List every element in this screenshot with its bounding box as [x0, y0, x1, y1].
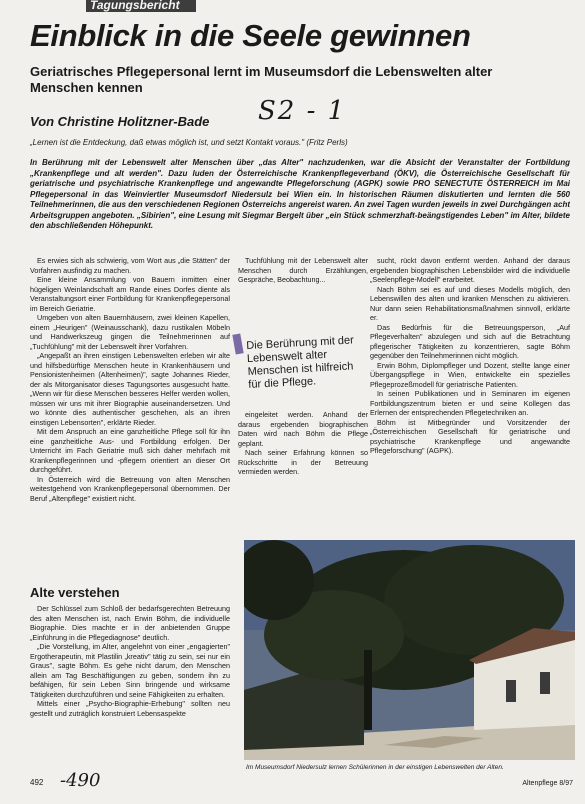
paragraph: In Österreich wird die Betreuung von alten Menschen weitestgehend von Krankenpflegepersonal übernommen. Der Beruf „Altenpflege" existiert nicht.: [30, 474, 230, 503]
article-subtitle: Geriatrisches Pflegepersonal lernt im Museumsdorf die Lebenswelten alter Menschen kennen: [30, 64, 493, 95]
paragraph: Umgeben von alten Bauernhäusern, zwei kleinen Kapellen, einem „Heurigen" (Weinausschank), dazu rustikalen Möbeln und Handwerkszeug gingen die Teilnehmerinnen auf „Tuchfühlung" mit der Lebenswelt ihrer Vorfahren.: [30, 313, 230, 351]
intro-paragraph: In Berührung mit der Lebenswelt alter Menschen über „das Alter" nachzudenken, war die Absicht der Veranstalter der Fortbildung „Krankenpflege und alt werden". Dazu luden der Österreichische Krankenpflegeverband (ÖKV), die Österreichische Gesellschaft für geriatrische und psychiatrische Krankenpflege und angewandte Pflegeforschung (AGPK) sowie PRO SENECTUTE ÖSTERREICH im Mai Pflegepersonal in das Weinviertler Museumsdorf Niedersulz bei Wien ein. In historischen Räumen diskutierten und lernten die 560 Teilnehmerinnen, die aus den verschiedenen Regionen Österreichs angereist waren. An zwei Tagen wurden jeweils in zwei Durchgängen acht Arbeitsgruppen angeboten. „Sibirien", eine Lesung mit Siegmar Bergelt über „ein Stück schmerzhaft-beängstigendes Leben" im Alter, bildete den abschließenden Höhepunkt.: [30, 158, 570, 230]
handwritten-note: S2 - 1: [258, 96, 347, 126]
column-3: [370, 256, 570, 524]
article-byline: Von Christine Holitzner-Bade: [30, 114, 210, 129]
column-2-top: [238, 256, 368, 318]
paragraph: Das Bedürfnis für die Betreuungsperson, „Auf Pflegeverhalten" abzulegen und sich auf die Betrachtung pflegerischer Tätigkeiten zu konzentrieren, sagte Böhm gegenüber den Teilnehmerinnen nicht möglich.: [370, 322, 570, 360]
highlight-marker: [232, 333, 243, 354]
photo-caption: Im Museumsdorf Niedersulz lernen Schülerinnen in der einstigen Lebenswelten der Alten.: [246, 764, 504, 771]
column-1: [30, 256, 230, 580]
section-rubric: Tagungsbericht: [86, 0, 196, 12]
paragraph: Es erwies sich als schwierig, vom Wort aus „die Stätten" der Vorfahren ausfindig zu machen.: [30, 256, 230, 275]
paragraph: In seinen Publikationen und in Seminaren im eigenen Fortbildungszentrum bieten er und seine Kollegen das Erlernen der entsprechenden Pflegetechniken an.: [370, 389, 570, 417]
paragraph: Nach seiner Erfahrung können so Rückschritte in der Betreuung vermieden werden.: [238, 448, 368, 476]
section-heading: Alte verstehen: [30, 585, 120, 600]
paragraph: Tuchfühlung mit der Lebenswelt alter Menschen durch Erzählungen, Gespräche, Beobachtung...: [238, 256, 368, 284]
paragraph: Der Schlüssel zum Schloß der bedarfsgerechten Betreuung des alten Menschen ist, nach Erwin Böhm, die individuelle Biographie. Dies machte er in der anbietenden Gruppe „Einführung in die Pflegediagnose" deutlich.: [30, 604, 230, 642]
paragraph: „Angepaßt an ihren einstigen Lebenswelten erleben wir alte und hilfsbedürftige Menschen heute in Krankenhäusern und Pensionistenheimen (Altenheimen)", sagte Johannes Rieder, der als Mitorganisator dieses Tagungsortes ausgesucht hatte. „Wenn wir für diese Menschen besseres Helfer werden wollen, müssen wir uns mit ihrer Biographie auseinandersetzen. Und wo könnte dies authentischer geschehen, als an ihren einstigen Lebensorten", erklärte Rieder.: [30, 351, 230, 427]
handwritten-page-number: -490: [60, 770, 101, 791]
museum-village-photo: [244, 540, 575, 760]
paragraph: Mittels einer „Psycho-Biographie-Erhebung" sollten neu gestellt und zuträglich konstruiert Lebensaspekte: [30, 699, 230, 718]
paragraph: Erwin Böhm, Diplompfleger und Dozent, stellte lange einer Übergangspflege in Wien, entwickelte ein spezielles Pflegeprozeßmodell für geriatrische Patienten.: [370, 360, 570, 389]
paragraph: Eine kleine Ansammlung von Bauern inmitten einer hügeligen Weinlandschaft am Rande eines Dorfes diente als Veranstaltungsort einer Fortbildung für Krankenpflegepersonal im Bereich Geriatrie.: [30, 275, 230, 313]
opening-quote: „Lernen ist die Entdeckung, daß etwas möglich ist, und setzt Kontakt voraus." (Fritz Perls): [30, 138, 348, 147]
page-number: 492: [30, 778, 44, 787]
pull-quote: Die Berührung mit der Lebenswelt alter Menschen ist hilfreich für die Pflege.: [246, 334, 355, 391]
magazine-issue: Altenpflege 8/97: [522, 780, 573, 787]
column-1-section: [30, 604, 230, 770]
paragraph: sucht, rückt davon entfernt werden. Anhand der daraus ergebenden biographischen Lebensbilder wird die individuelle „Seelenpflege-Modell" erarbeitet.: [370, 256, 570, 284]
column-2-bottom: [238, 410, 368, 524]
article-title: Einblick in die Seele gewinnen: [30, 18, 471, 53]
paragraph: „Die Vorstellung, im Alter, angelehnt von einer „engagierten" Ergotherapeutin, mit Plastilin „kreativ" tätig zu sein, sei nur ein Graus", sagte Böhm. Es gehe nicht darum, den Menschen allein am Tag Beschäftigungen zu geben, sondern ihn zu befähigen, für sein Leben Sinn bringende und wirksame Tätigkeiten durchzuführen und seine Fähigkeiten zu erhalten.: [30, 642, 230, 699]
paragraph: Böhm ist Mitbegründer und Vorsitzender der „Österreichischen Gesellschaft für geriatrische und psychiatrische Krankenpflege und angewandte Pflegeforschung" (AGPK).: [370, 417, 570, 455]
paragraph: Nach Böhm sei es auf und dieses Modells möglich, den Lebenswillen des alten und kranken Menschen zu aktivieren. Nur dann seien Rehabilitationsmaßnahmen sinnvoll, erklärte er.: [370, 284, 570, 322]
paragraph: eingeleitet werden. Anhand der daraus ergebenden biographischen Daten wird nach Böhm die Pflege geplant.: [238, 410, 368, 448]
paragraph: Mit dem Anspruch an eine ganzheitliche Pflege soll für ihn eine ganzheitliche Aus- und Fortbildung erfolgen. Der Unterricht im Fach Geriatrie muß sich daher mehrfach mit Krankenpflegerinnen und -pflegern orientiert an dieser Ort durchgeführt.: [30, 427, 230, 474]
